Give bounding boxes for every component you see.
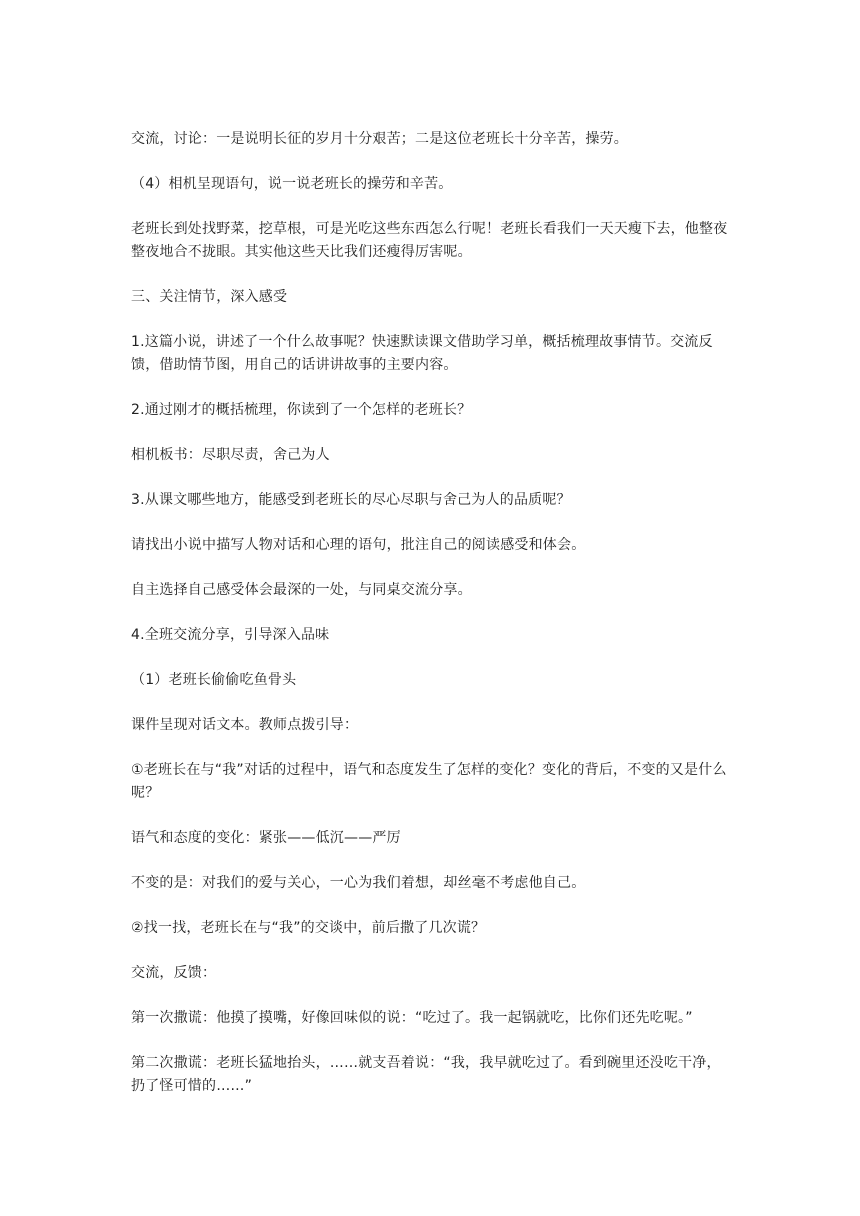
section-heading: 三、关注情节，深入感受 bbox=[131, 289, 288, 305]
paragraph: 第一次撒谎：他摸了摸嘴，好像回味似的说：“吃过了。我一起锅就吃，比你们还先吃呢。” bbox=[131, 1010, 693, 1026]
paragraph: ②找一找，老班长在与“我”的交谈中，前后撒了几次谎？ bbox=[131, 920, 486, 936]
paragraph: 自主选择自己感受体会最深的一处，与同桌交流分享。 bbox=[131, 582, 472, 598]
paragraph: （1）老班长偷偷吃鱼骨头 bbox=[131, 672, 297, 688]
paragraph: 不变的是：对我们的爱与关心，一心为我们着想，却丝毫不考虑他自己。 bbox=[131, 875, 586, 891]
paragraph: ①老班长在与“我”对话的过程中，语气和态度发生了怎样的变化？变化的背后，不变的又是什么呢？ bbox=[131, 762, 727, 801]
paragraph: 3.从课文哪些地方，能感受到老班长的尽心尽职与舍己为人的品质呢？ bbox=[131, 492, 571, 508]
paragraph: 老班长到处找野菜，挖草根，可是光吃这些东西怎么行呢！老班长看我们一天天瘦下去，他整夜整夜地合不拢眼。其实他这些天比我们还瘦得厉害呢。 bbox=[131, 221, 728, 260]
paragraph: 第二次撒谎：老班长猛地抬头，……就支吾着说：“我，我早就吃过了。看到碗里还没吃干净，扔了怪可惜的……” bbox=[131, 1055, 721, 1094]
paragraph: 相机板书：尽职尽责，舍己为人 bbox=[131, 447, 330, 463]
paragraph: （4）相机呈现语句，说一说老班长的操劳和辛苦。 bbox=[131, 176, 453, 192]
paragraph: 1.这篇小说，讲述了一个什么故事呢？快速默读课文借助学习单，概括梳理故事情节。交流反馈，借助情节图，用自己的话讲讲故事的主要内容。 bbox=[131, 334, 713, 373]
paragraph: 语气和态度的变化：紧张——低沉——严厉 bbox=[131, 830, 401, 846]
document-body bbox=[131, 128, 731, 1120]
paragraph: 课件呈现对话文本。教师点拨引导： bbox=[131, 717, 359, 733]
paragraph: 交流，反馈： bbox=[131, 965, 217, 981]
paragraph: 交流，讨论：一是说明长征的岁月十分艰苦；二是这位老班长十分辛苦，操劳。 bbox=[131, 131, 628, 147]
paragraph: 4.全班交流分享，引导深入品味 bbox=[131, 627, 330, 643]
paragraph: 2.通过刚才的概括梳理，你读到了一个怎样的老班长？ bbox=[131, 402, 472, 418]
paragraph: 请找出小说中描写人物对话和心理的语句，批注自己的阅读感受和体会。 bbox=[131, 537, 586, 553]
